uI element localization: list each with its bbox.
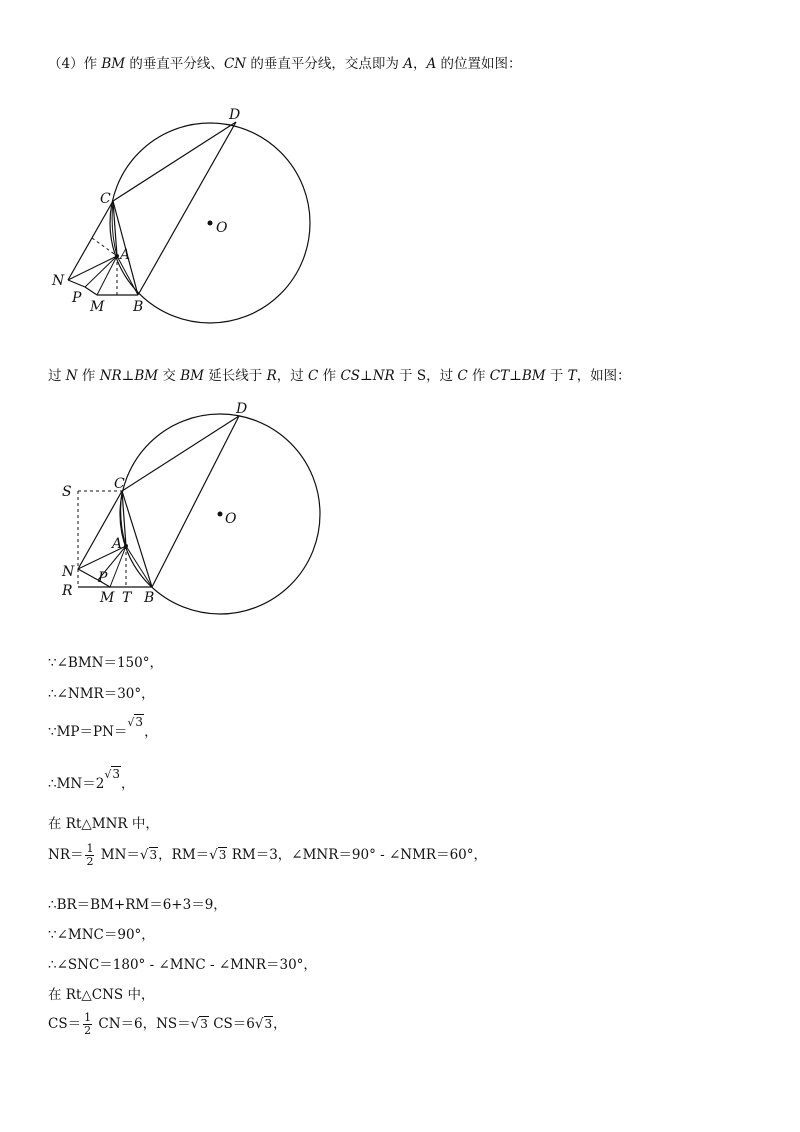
- step-6: NR＝ $\frac{1}{2}$ MN＝√3，RM＝√3 RM＝3，∠MNR＝90° - ∠NMR＝60°，: [48, 842, 488, 868]
- fig1-segment-db: [138, 122, 236, 295]
- fig2-label-p: P: [98, 570, 108, 586]
- step-8-text: ∵∠MNC＝90°，: [48, 927, 155, 943]
- fig1-center-dot: [208, 221, 213, 226]
- step-11-fraction: [83, 1012, 92, 1037]
- step-11-numerator: 1: [84, 1011, 92, 1024]
- intro-cn: CN: [223, 56, 247, 72]
- construct-c1: C: [308, 368, 319, 384]
- step-6-sqrt-2: 3: [218, 848, 227, 862]
- construct-r: R: [266, 368, 277, 384]
- fig2-center-dot: [218, 512, 223, 517]
- intro-mid1: 的垂直平分线、: [125, 56, 224, 72]
- fig1-segment-pm: [85, 287, 97, 295]
- step-2: [48, 682, 155, 702]
- step-8: [48, 923, 155, 943]
- fig1-label-p: P: [72, 290, 82, 306]
- fig2-point-a: [124, 544, 128, 548]
- step-11-text-b: CN＝6，NS＝: [94, 1016, 191, 1032]
- fig2-label-m: M: [100, 590, 115, 606]
- step-7: [48, 893, 227, 913]
- step-11-sqrt-2: 3: [264, 1017, 273, 1031]
- intro-line: [48, 52, 521, 72]
- fig2-label-a: A: [112, 536, 123, 552]
- intro-num: （4）作: [48, 56, 102, 72]
- step-6-fraction: [85, 843, 94, 868]
- intro-bm: BM: [101, 56, 126, 72]
- step-6-sqrt-1: 3: [149, 848, 158, 862]
- intro-tail: 的位置如图：: [436, 56, 522, 72]
- fig1-label-d: D: [229, 107, 241, 123]
- step-10-text: 在 Rt△CNS 中，: [48, 987, 155, 1003]
- step-11-text-a: CS＝: [48, 1016, 82, 1032]
- fig1-label-a: A: [120, 247, 131, 263]
- step-11-text-d: ，: [273, 1016, 287, 1032]
- fig2-segment-cd: [122, 416, 239, 491]
- fig2-segment-ab: [126, 546, 152, 587]
- figure-1: [40, 105, 340, 335]
- step-4-sqrt: √3: [104, 767, 120, 781]
- construct-t: T: [567, 368, 577, 384]
- fig1-point-a: [115, 254, 119, 258]
- step-2-text: ∴∠NMR＝30°，: [48, 686, 155, 702]
- construct-c2: C: [457, 368, 468, 384]
- intro-a2: A: [426, 56, 437, 72]
- step-11-denominator: 2: [84, 1024, 92, 1037]
- step-7-text: ∴BR＝BM+RM＝6+3＝9，: [48, 897, 227, 913]
- construct-t3: 交: [158, 368, 181, 384]
- intro-sep: ，: [412, 56, 427, 72]
- intro-a1: A: [403, 56, 413, 72]
- step-10: [48, 983, 154, 1003]
- fig2-label-n: N: [62, 564, 75, 580]
- step-1: [48, 651, 163, 671]
- construct-t6: 作: [318, 368, 341, 384]
- fig2-label-t: T: [122, 590, 132, 606]
- step-1-text: ∵∠BMN＝150°，: [48, 655, 163, 671]
- step-11: CS＝ $\frac{1}{2}$ CN＝6，NS＝√3 CS＝6√3，: [48, 1011, 287, 1037]
- step-3-tail: ，: [144, 724, 158, 740]
- fig2-segment-cn: [78, 491, 122, 569]
- fig2-label-s: S: [62, 484, 72, 500]
- construct-ct-bm: CT⊥BM: [489, 368, 546, 384]
- fig1-segment-am: [97, 256, 117, 295]
- step-9: [48, 953, 317, 973]
- step-4-sqrt-radicand: 3: [112, 767, 120, 781]
- construct-t10: ，如图：: [576, 368, 631, 384]
- construct-t4: 延长线于: [203, 368, 267, 384]
- fig1-label-c: C: [100, 191, 111, 207]
- fig2-label-r: R: [62, 583, 73, 599]
- fig2-label-o: O: [225, 511, 237, 527]
- step-6-text-c: ，RM＝: [158, 847, 210, 863]
- intro-mid2: 的垂直平分线，交点即为: [246, 56, 404, 72]
- step-4-tail: ，: [120, 776, 135, 792]
- step-11-text-c: CS＝6: [208, 1016, 255, 1032]
- step-3-sqrt: √3: [127, 715, 144, 729]
- step-6-text-a: NR＝: [48, 847, 84, 863]
- step-4-text: ∴MN＝2: [48, 776, 105, 792]
- construct-bm: BM: [180, 368, 204, 384]
- step-3-sqrt-radicand: 3: [135, 715, 144, 729]
- construct-t5: ，过: [276, 368, 309, 384]
- fig1-segment-cn: [68, 201, 113, 280]
- fig1-segment-np: [68, 280, 85, 287]
- fig2-segment-np: [78, 569, 98, 580]
- fig1-label-m: M: [90, 299, 105, 315]
- step-5: [48, 812, 159, 832]
- construct-nr-bm: NR⊥BM: [99, 368, 159, 384]
- step-6-numerator: 1: [86, 842, 94, 855]
- step-3-text: ∵MP＝PN＝: [48, 724, 128, 740]
- step-6-text-b: MN＝: [96, 847, 140, 863]
- step-11-sqrt-1: 3: [200, 1017, 208, 1031]
- construct-t8: 作: [467, 368, 490, 384]
- construct-t1: 过: [48, 368, 66, 384]
- step-5-text: 在 Rt△MNR 中，: [48, 816, 159, 832]
- fig1-segment-ap: [85, 256, 117, 287]
- step-3: [48, 715, 158, 740]
- figure-2: [40, 400, 340, 630]
- step-4: [48, 767, 135, 792]
- fig2-label-d: D: [236, 401, 248, 417]
- step-9-text: ∴∠SNC＝180° - ∠MNC - ∠MNR＝30°，: [48, 957, 317, 973]
- fig2-label-c: C: [114, 476, 125, 492]
- construct-t2: 作: [77, 368, 100, 384]
- fig1-label-o: O: [216, 220, 228, 236]
- fig2-label-b: B: [144, 590, 155, 606]
- construct-t9: 于: [545, 368, 568, 384]
- construct-cs-nr: CS⊥NR: [340, 368, 395, 384]
- fig2-segment-db: [152, 416, 239, 587]
- construct-t7: 于 S，过: [394, 368, 458, 384]
- fig1-label-b: B: [133, 299, 144, 315]
- step-6-text-d: RM＝3，∠MNR＝90° - ∠NMR＝60°，: [227, 847, 488, 863]
- fig1-label-n: N: [52, 273, 65, 289]
- step-6-denominator: 2: [86, 855, 94, 868]
- construct-line: [48, 364, 631, 384]
- construct-n: N: [65, 368, 78, 384]
